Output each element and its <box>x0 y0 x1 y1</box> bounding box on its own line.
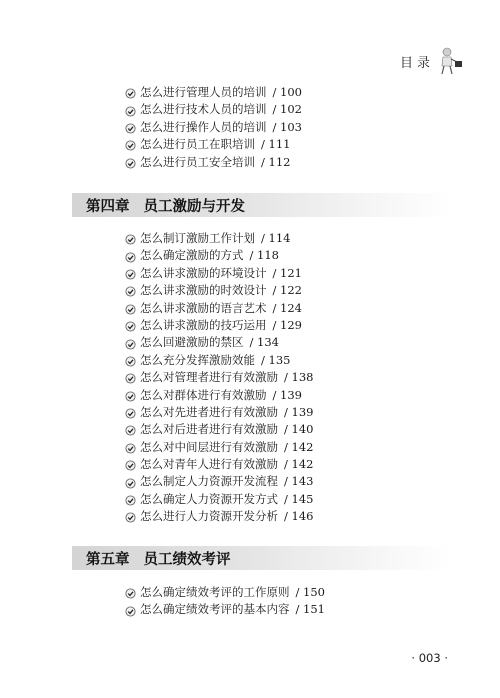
toc-entry[interactable] <box>125 369 313 386</box>
chapter-heading-4 <box>72 193 452 217</box>
toc-entry-page: / 142 <box>284 439 314 454</box>
toc-entry-title: 怎么确定人力资源开发方式 <box>140 491 278 506</box>
toc-entry-title: 怎么确定绩效考评的工作原则 <box>140 585 290 599</box>
toc-entry[interactable] <box>125 119 302 136</box>
toc-entry[interactable] <box>125 491 313 508</box>
toc-entry[interactable] <box>125 136 302 153</box>
toc-entry-title: 怎么对先进者进行有效激励 <box>140 404 278 419</box>
toc-entry-page: / 102 <box>272 102 302 117</box>
toc-entry-page: / 100 <box>272 85 302 99</box>
toc-entry[interactable] <box>125 247 313 264</box>
check-bullet-icon <box>125 303 136 314</box>
chapter-title: 员工绩效考评 <box>143 551 231 568</box>
toc-entry[interactable] <box>125 334 313 351</box>
toc-entry-title: 怎么进行员工安全培训 <box>140 154 255 169</box>
toc-entry-page: / 114 <box>261 231 291 245</box>
toc-entry-page: / 134 <box>249 335 279 350</box>
toc-entry-page: / 118 <box>249 248 279 263</box>
toc-entry-title: 怎么对后进者进行有效激励 <box>140 422 278 437</box>
toc-entry[interactable] <box>125 101 302 118</box>
toc-entry-page: / 146 <box>284 509 314 524</box>
toc-list-chapter5 <box>125 584 325 619</box>
toc-entry-title: 怎么对群体进行有效激励 <box>140 387 267 402</box>
toc-entry[interactable] <box>125 387 313 404</box>
toc-entry-title: 怎么讲求激励的时效设计 <box>140 283 267 298</box>
check-bullet-icon <box>125 372 136 383</box>
check-bullet-icon <box>125 459 136 470</box>
toc-list-chapter3-continued <box>125 84 302 171</box>
toc-entry-title: 怎么对中间层进行有效激励 <box>140 439 278 454</box>
toc-entry-title: 怎么对管理者进行有效激励 <box>140 370 278 385</box>
check-bullet-icon <box>125 511 136 522</box>
toc-entry[interactable] <box>125 154 302 171</box>
toc-list-chapter4 <box>125 230 313 526</box>
check-bullet-icon <box>125 587 136 598</box>
check-bullet-icon <box>125 355 136 366</box>
toc-entry[interactable] <box>125 508 313 525</box>
check-bullet-icon <box>125 157 136 168</box>
check-bullet-icon <box>125 105 136 116</box>
chapter-heading-5 <box>72 546 452 570</box>
page-header <box>400 46 464 76</box>
toc-entry-page: / 103 <box>272 119 302 134</box>
toc-entry[interactable] <box>125 300 313 317</box>
toc-entry[interactable] <box>125 230 313 247</box>
toc-entry-page: / 145 <box>284 491 314 506</box>
check-bullet-icon <box>125 338 136 349</box>
toc-entry[interactable] <box>125 421 313 438</box>
toc-entry[interactable] <box>125 282 313 299</box>
toc-entry-page: / 112 <box>261 154 291 169</box>
header-title: 目录 <box>399 55 434 71</box>
toc-entry[interactable] <box>125 601 325 618</box>
toc-entry-title: 怎么进行技术人员的培训 <box>140 102 267 117</box>
toc-entry[interactable] <box>125 456 313 473</box>
check-bullet-icon <box>125 407 136 418</box>
check-bullet-icon <box>125 424 136 435</box>
toc-entry-title: 怎么讲求激励的语言艺术 <box>140 300 267 315</box>
check-bullet-icon <box>125 268 136 279</box>
toc-entry-page: / 140 <box>284 422 314 437</box>
toc-entry-page: / 111 <box>261 137 291 152</box>
toc-entry-page: / 129 <box>272 317 302 332</box>
toc-entry-page: / 121 <box>272 265 302 280</box>
toc-entry[interactable] <box>125 352 313 369</box>
check-bullet-icon <box>125 251 136 262</box>
check-bullet-icon <box>125 285 136 296</box>
toc-entry[interactable] <box>125 473 313 490</box>
toc-entry[interactable] <box>125 439 313 456</box>
toc-entry-page: / 139 <box>284 404 314 419</box>
check-bullet-icon <box>125 320 136 331</box>
toc-entry-title: 怎么讲求激励的技巧运用 <box>140 317 267 332</box>
toc-entry-title: 怎么进行员工在职培训 <box>140 137 255 152</box>
check-bullet-icon <box>125 390 136 401</box>
toc-entry-page: / 142 <box>284 457 314 472</box>
chapter-number: 第四章 <box>86 198 130 215</box>
toc-entry-title: 怎么讲求激励的环境设计 <box>140 265 267 280</box>
toc-entry-page: / 143 <box>284 474 314 489</box>
toc-entry-title: 怎么制订激励工作计划 <box>140 231 255 245</box>
check-bullet-icon <box>125 442 136 453</box>
check-bullet-icon <box>125 477 136 488</box>
page-number: · 003 · <box>411 651 448 665</box>
toc-entry-page: / 151 <box>295 602 325 617</box>
toc-entry-page: / 150 <box>295 585 325 599</box>
toc-entry[interactable] <box>125 317 313 334</box>
toc-entry-page: / 138 <box>284 370 314 385</box>
check-bullet-icon <box>125 605 136 616</box>
toc-entry-title: 怎么进行管理人员的培训 <box>140 85 267 99</box>
check-bullet-icon <box>125 233 136 244</box>
toc-entry[interactable] <box>125 84 302 101</box>
chapter-number: 第五章 <box>86 551 130 568</box>
toc-entry-title: 怎么充分发挥激励效能 <box>140 352 255 367</box>
toc-entry[interactable] <box>125 584 325 601</box>
toc-entry-title: 怎么对青年人进行有效激励 <box>140 457 278 472</box>
check-bullet-icon <box>125 122 136 133</box>
toc-entry[interactable] <box>125 404 313 421</box>
toc-entry-title: 怎么进行操作人员的培训 <box>140 119 267 134</box>
check-bullet-icon <box>125 87 136 98</box>
toc-entry-title: 怎么回避激励的禁区 <box>140 335 244 350</box>
check-bullet-icon <box>125 139 136 150</box>
toc-entry-title: 怎么进行人力资源开发分析 <box>140 509 278 524</box>
mascot-figure-icon <box>436 46 464 76</box>
toc-entry-title: 怎么确定绩效考评的基本内容 <box>140 602 290 617</box>
chapter-title: 员工激励与开发 <box>143 198 245 215</box>
toc-entry-page: / 135 <box>261 352 291 367</box>
toc-entry-page: / 122 <box>272 283 302 298</box>
toc-entry[interactable] <box>125 265 313 282</box>
toc-entry-page: / 124 <box>272 300 302 315</box>
toc-entry-page: / 139 <box>272 387 302 402</box>
toc-entry-title: 怎么制定人力资源开发流程 <box>140 474 278 489</box>
check-bullet-icon <box>125 494 136 505</box>
toc-entry-title: 怎么确定激励的方式 <box>140 248 244 263</box>
